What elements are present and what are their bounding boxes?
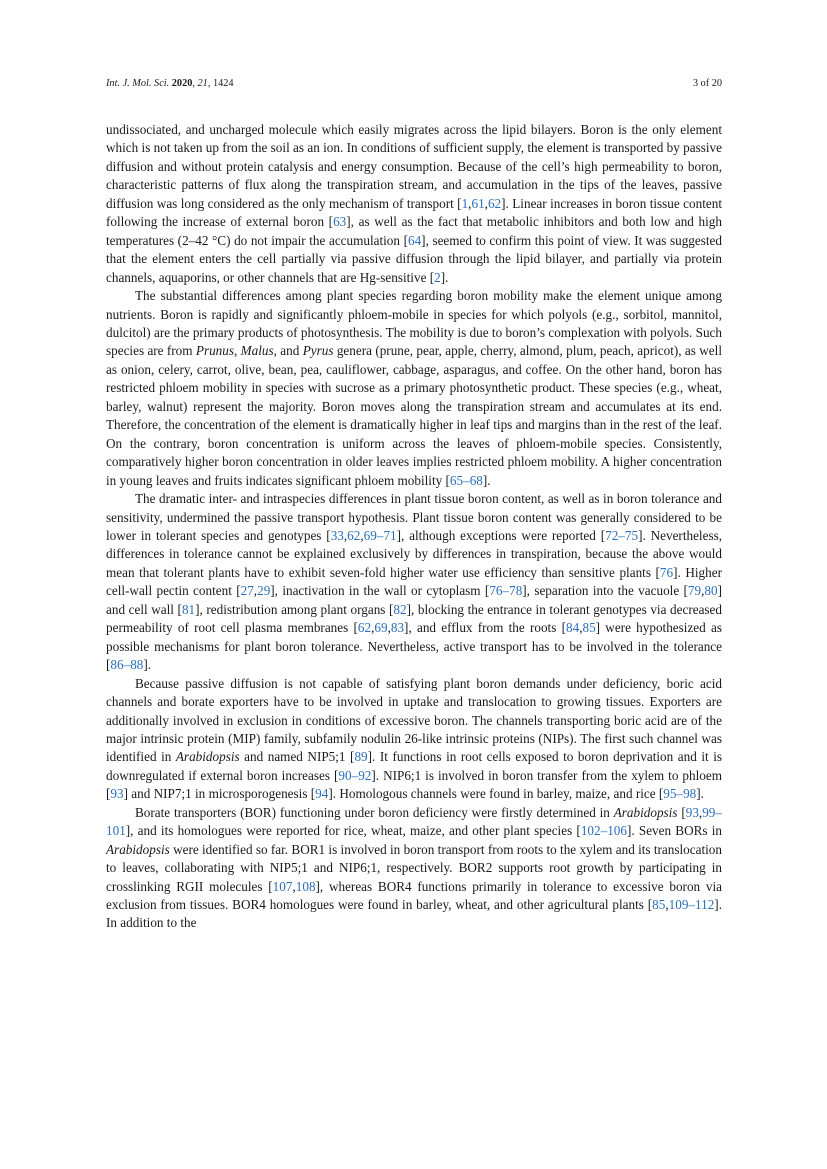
text-run: ], redistribution among plant organs [ [195, 601, 394, 617]
citation-link[interactable]: 79 [687, 583, 702, 599]
text-run: ]. Linear increases in boron tissue content following the increase of external boron [ [106, 195, 722, 230]
citation-link[interactable]: 89 [354, 749, 368, 765]
paragraph [106, 287, 722, 490]
text-run: , and [273, 343, 303, 359]
running-header: Int. J. Mol. Sci. 2020, 21, 1424 3 of 20 [106, 78, 722, 89]
text-run: genera (prune, pear, apple, cherry, almond, plum, peach, apricot), as well as onion, celery, carrot, olive, bean, pea, cauliflower, cabbage, asparagus, and coffee. On the other hand, boron has restricted phloem mobility in species with sucrose as a primary photosynthetic product. These species (e.g., wheat, barley, walnut) represent the majority. Boron moves along the transpiration stream and accumulates at its end. Therefore, the concentration of the element is dramatically higher in leaf tips and margins than in the rest of the leaf. On the contrary, boron concentration is uniform across the leaves of phloem-mobile species. Consistently, comparatively higher boron concentration in older leaves implies restricted phloem mobility. A higher concentration in young leaves and fruits indicates significant phloem mobility [ [106, 343, 722, 488]
text-run: ]. [440, 269, 449, 285]
text-run: , [665, 897, 669, 913]
text-run: , [371, 620, 375, 636]
citation-link[interactable]: 109–112 [668, 897, 715, 913]
text-run: [ [677, 804, 686, 820]
text-run: ]. It functions in root cells exposed to boron deprivation and it is downregulated if external boron increases [ [106, 749, 723, 783]
citation-link[interactable]: 84 [566, 620, 580, 636]
citation-link[interactable]: 62 [487, 195, 502, 211]
italic-term: Prunus [195, 343, 234, 359]
citation-link[interactable]: 69 [374, 620, 388, 636]
citation-link[interactable]: 85 [652, 897, 666, 913]
text-run: ]. Homologous channels were found in barley, maize, and rice [ [328, 786, 664, 802]
article-number: 1424 [212, 78, 234, 89]
journal-name: Int. J. Mol. Sci. [106, 78, 170, 89]
citation-link[interactable]: 80 [704, 583, 718, 599]
text-run: undissociated, and uncharged molecule which easily migrates across the lipid bilayers. Boron is the only element which is not taken up from the soil as an ion. In conditions of sufficient supply, the element is transported by passive diffusion and without protein catalysis and energy consumption. Because of the cell’s high permeability to boron, characteristic patterns of flux along the transpiration stream, and accumulation in the tips of the leaves, passive diffusion was long considered as the only mechanism of transport [ [106, 122, 722, 211]
text-run: ]. Seven BORs in [626, 823, 722, 839]
italic-term: Arabidopsis [106, 841, 170, 857]
citation-link[interactable]: 95–98 [663, 786, 697, 802]
text-run: Borate transporters (BOR) functioning under boron deficiency were firstly determined in [135, 804, 614, 820]
text-run: ]. [143, 657, 152, 673]
citation-link[interactable]: 76–78 [489, 583, 523, 599]
text-run: and named NIP5;1 [ [239, 749, 355, 765]
text-run: , [484, 195, 488, 211]
citation-link[interactable]: 99–101 [106, 804, 722, 839]
journal-volume: 21 [197, 78, 208, 89]
text-run: , [387, 620, 391, 636]
text-run: ], and its homologues were reported for rice, wheat, maize, and other plant species [ [125, 823, 581, 839]
citation-link[interactable]: 81 [181, 601, 196, 617]
citation-link[interactable]: 94 [315, 786, 329, 802]
citation-link[interactable]: 93 [685, 804, 699, 820]
citation-link[interactable]: 1 [461, 195, 469, 211]
paragraph [106, 490, 722, 675]
text-run: , [343, 527, 348, 543]
text-run: , [253, 583, 258, 599]
text-run: ]. In addition to the [106, 897, 722, 931]
citation-link[interactable]: 27 [240, 583, 254, 599]
citation-link[interactable]: 61 [471, 195, 485, 211]
text-run: ]. Higher cell-wall pectin content [ [106, 564, 722, 599]
text-run: , [360, 527, 364, 543]
text-run: , [701, 583, 705, 599]
citation-link[interactable]: 62 [357, 620, 372, 636]
text-run: ] and NIP7;1 in microsporogenesis [ [123, 786, 316, 802]
citation-link[interactable]: 65–68 [449, 472, 483, 488]
citation-link[interactable]: 85 [582, 620, 596, 636]
citation-link[interactable]: 82 [393, 601, 407, 617]
text-run: ]. Nevertheless, differences in tolerance cannot be explained exclusively by differences in transpiration, because the above would mean that tolerant plants have to exhibit seven-fold higher water use efficiency than sensitive plants [ [106, 527, 723, 580]
paragraph [106, 804, 722, 933]
text-run: The dramatic inter- and intraspecies differences in plant tissue boron content, as well as in boron tolerance and sensitivity, undermined the passive transport hypothesis. Plant tissue boron content was generally considered to be lower in tolerant species and genotypes [ [106, 491, 722, 543]
text-run: ], blocking the entrance in tolerant genotypes via decreased permeability of root cell plasma membranes [ [106, 601, 723, 636]
citation-link[interactable]: 62 [347, 527, 361, 543]
text-run: ]. [696, 786, 704, 802]
text-run: , [292, 878, 296, 894]
citation-link[interactable]: 2 [434, 269, 441, 285]
text-run: ], although exceptions were reported [ [396, 527, 606, 543]
text-run: , [698, 804, 703, 820]
italic-term: Malus [240, 343, 274, 359]
text-run: ], and efflux from the roots [ [404, 620, 566, 636]
citation-link[interactable]: 76 [659, 564, 674, 580]
citation-link[interactable]: 63 [333, 214, 347, 230]
citation-link[interactable]: 107 [272, 878, 293, 894]
text-run: , [468, 195, 472, 211]
citation-link[interactable]: 108 [295, 878, 316, 894]
citation-link[interactable]: 102–106 [580, 823, 627, 839]
citation-link[interactable]: 29 [257, 583, 271, 599]
journal-year: 2020 [171, 78, 193, 89]
text-run: , [579, 620, 583, 636]
article-body [106, 121, 722, 933]
text-run: ] were hypothesized as possible mechanisms for plant boron tolerance. Nevertheless, active transport has to be involved in the tolerance [ [106, 620, 722, 673]
text-run: ], whereas BOR4 functions primarily in tolerance to excessive boron via exclusion from tissues. BOR4 homologues were found in barley, wheat, and other agricultural plants [ [106, 878, 722, 913]
citation-link[interactable]: 86–88 [110, 657, 144, 673]
italic-term: Arabidopsis [175, 749, 240, 765]
page-number: 3 of 20 [692, 78, 722, 89]
citation-link[interactable]: 64 [407, 232, 422, 248]
citation-link[interactable]: 33 [330, 527, 344, 543]
text-run: ], inactivation in the wall or cytoplasm [ [270, 583, 490, 599]
text-run: The substantial differences among plant species regarding boron mobility make the element unique among nutrients. Boron is rapidly and significantly phloem-mobile in species for which polyols (e.g., sorbitol, mannitol, dulcitol) are the primary products of photosynthesis. The mobility is due to boron’s complexation with polyols. Such species are from [106, 288, 722, 359]
text-run: ]. [482, 472, 491, 488]
text-run: ], as well as the fact that metabolic inhibitors and both low and high temperatures (2–42 °C) do not impair the accumulation [ [106, 214, 722, 248]
citation-link[interactable]: 93 [110, 786, 124, 802]
italic-term: Arabidopsis [613, 804, 678, 820]
citation-link[interactable]: 90–92 [338, 767, 372, 783]
text-run: ]. NIP6;1 is involved in boron transfer from the xylem to phloem [ [106, 767, 722, 802]
text-run: were identified so far. BOR1 is involved in boron transport from roots to the xylem and its translocation to leaves, collaborating with NIP5;1 and NIP6;1, respectively. BOR2 supports root growth by participating in crosslinking RGII molecules [ [106, 841, 722, 894]
citation-link[interactable]: 72–75 [605, 527, 639, 543]
citation-link[interactable]: 69–71 [363, 527, 397, 543]
italic-term: Pyrus [302, 343, 334, 359]
paragraph [106, 675, 722, 804]
text-run: Because passive diffusion is not capable of satisfying plant boron demands under deficiency, boric acid channels and borate exporters have to be involved in uptake and translocation to growing tissues. Exporters are additionally involved in exclusion in conditions of excessive boron. The channels transporting boric acid are of the major intrinsic protein (MIP) family, subfamily nodulin 26-like intrinsic proteins (NIPs). The first such channel was identified in [106, 675, 722, 765]
text-run: ], seemed to confirm this point of view. It was suggested that the element enters the cell partially via passive diffusion through the lipid bilayer, and partially via protein channels, aquaporins, or other channels that are Hg-sensitive [ [106, 232, 723, 285]
paragraph [106, 121, 722, 287]
citation-link[interactable]: 83 [390, 620, 405, 636]
text-run: , [234, 343, 241, 359]
text-run: ], separation into the vacuole [ [522, 583, 688, 599]
text-run: ] and cell wall [ [106, 583, 722, 617]
